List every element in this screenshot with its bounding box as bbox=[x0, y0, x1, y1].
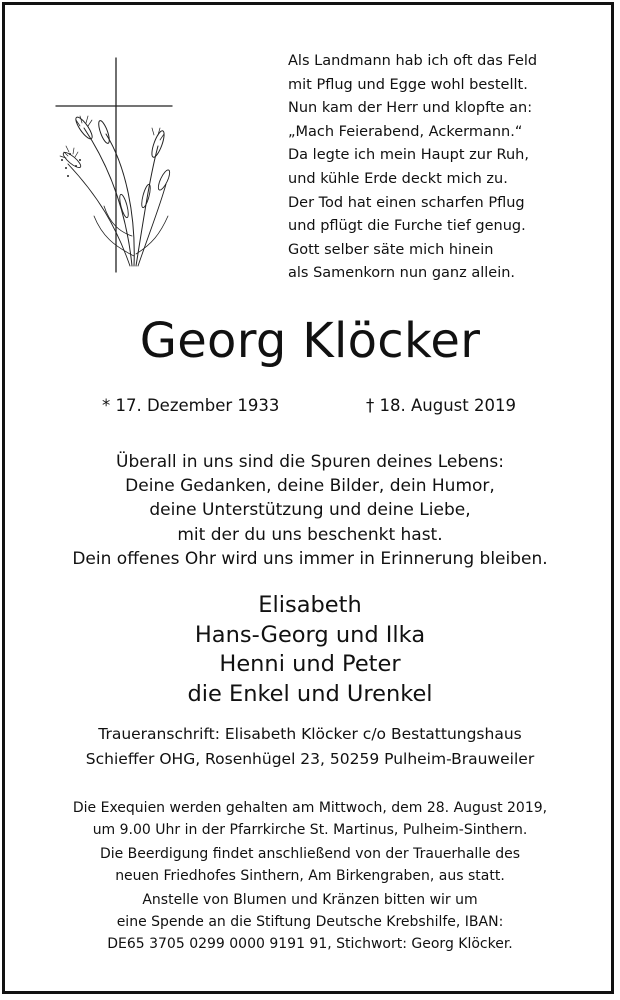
verse-line: Deine Gedanken, deine Bilder, dein Humor, bbox=[125, 476, 495, 497]
service-line: um 9.00 Uhr in der Pfarrkirche St. Martinus, Pulheim-Sinthern. bbox=[92, 822, 528, 838]
donation-line: Anstelle von Blumen und Kränzen bitten wir um bbox=[142, 892, 478, 908]
poem-line: und kühle Erde deckt mich zu. bbox=[288, 170, 508, 187]
poem-line: Gott selber säte mich hinein bbox=[288, 241, 494, 258]
mourner: Henni und Peter bbox=[219, 651, 401, 677]
burial-line: neuen Friedhofes Sinthern, Am Birkengraben, aus statt. bbox=[115, 868, 505, 884]
address-line: Traueranschrift: Elisabeth Klöcker c/o Bestattungshaus bbox=[98, 725, 522, 743]
donation-line: DE65 3705 0299 0000 9191 91, Stichwort: Georg Klöcker. bbox=[107, 936, 513, 952]
poem-line: Der Tod hat einen scharfen Pflug bbox=[288, 194, 525, 211]
verse-line: Überall in uns sind die Spuren deines Lebens: bbox=[116, 452, 504, 472]
service-line: Die Exequien werden gehalten am Mittwoch, dem 28. August 2019, bbox=[72, 800, 548, 816]
mourner: Hans-Georg und Ilka bbox=[194, 621, 426, 648]
birth-date: * 17. Dezember 1933 bbox=[102, 396, 280, 415]
death-date: † 18. August 2019 bbox=[366, 396, 516, 415]
verse-line: Dein offenes Ohr wird uns immer in Erinnerung bleiben. bbox=[72, 548, 548, 569]
poem-line: und pflügt die Furche tief genug. bbox=[288, 218, 526, 235]
burial-line: Die Beerdigung findet anschließend von der Trauerhalle des bbox=[99, 846, 521, 862]
poem bbox=[288, 50, 588, 286]
poem-line: „Mach Feierabend, Ackermann.“ bbox=[288, 123, 523, 140]
cross-with-wheat-icon bbox=[54, 56, 176, 274]
poem-line: Als Landmann hab ich oft das Feld bbox=[288, 53, 538, 69]
poem-line: mit Pflug und Egge wohl bestellt. bbox=[288, 76, 528, 93]
mourning-address bbox=[0, 722, 620, 772]
verse-line: deine Unterstützung und deine Liebe, bbox=[149, 500, 471, 521]
donation-line: eine Spende an die Stiftung Deutsche Krebshilfe, IBAN: bbox=[116, 914, 504, 930]
memorial-verse bbox=[0, 450, 620, 571]
deceased-name: Georg Klöcker bbox=[139, 313, 481, 369]
funeral-info bbox=[0, 797, 620, 955]
mourner: die Enkel und Urenkel bbox=[187, 680, 433, 707]
poem-line: als Samenkorn nun ganz allein. bbox=[288, 265, 516, 282]
poem-line: Nun kam der Herr und klopfte an: bbox=[288, 100, 533, 117]
mourners-list bbox=[0, 591, 620, 709]
mourner: Elisabeth bbox=[258, 592, 362, 618]
address-line: Schieffer OHG, Rosenhügel 23, 50259 Pulheim-Brauweiler bbox=[85, 750, 535, 768]
verse-line: mit der du uns beschenkt hast. bbox=[177, 524, 443, 545]
poem-line: Da legte ich mein Haupt zur Ruh, bbox=[288, 147, 529, 164]
